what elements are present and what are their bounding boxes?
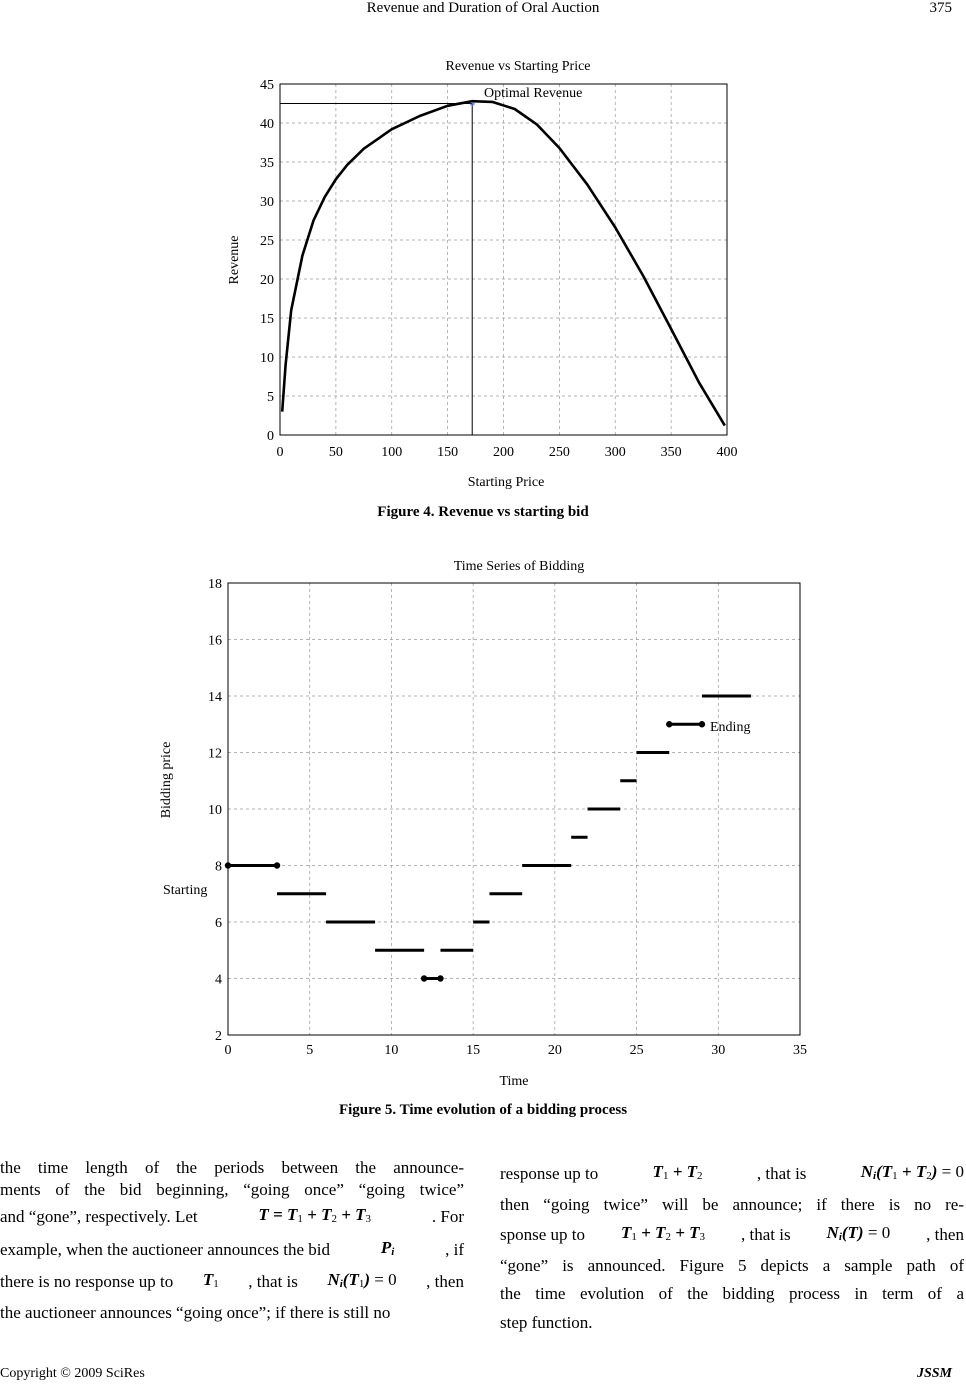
figure-5-caption: Figure 5. Time evolution of a bidding process — [338, 1102, 628, 1118]
y-tick-label: 2 — [215, 1029, 222, 1044]
formula-t1: T1 — [202, 1270, 219, 1290]
y-tick-label: 30 — [260, 195, 274, 210]
x-axis-label: Time — [499, 1074, 529, 1089]
y-tick-label: 10 — [208, 803, 222, 818]
y-tick-label: 25 — [260, 234, 274, 249]
x-tick-label: 50 — [328, 445, 343, 460]
step-marker — [421, 975, 427, 981]
x-tick-label: 0 — [276, 445, 284, 460]
formula-n-t1-t2: Ni(T1 + T2) = 0 — [860, 1162, 964, 1182]
left-line-3: and “gone”, respectively. Let T = T1 + T2 + T3 . For — [0, 1201, 464, 1234]
ending-label: Ending — [710, 720, 751, 735]
y-tick-label: 15 — [260, 312, 274, 327]
y-axis-label: Revenue — [227, 235, 242, 285]
grid — [228, 583, 800, 1035]
step-marker — [274, 862, 280, 868]
x-tick-label: 5 — [306, 1043, 314, 1058]
grid — [280, 84, 727, 435]
right-column — [500, 1158, 964, 1337]
footer-journal: JSSM — [916, 1366, 952, 1381]
figure-5-chart — [0, 548, 966, 1094]
page-number: 375 — [929, 0, 952, 16]
y-tick-label: 16 — [208, 633, 222, 649]
bidding-steps — [225, 696, 751, 982]
formula-t1-t2-t3: T1 + T2 + T3 — [620, 1223, 706, 1243]
step-marker — [437, 975, 443, 981]
optimum-marker: * — [469, 98, 476, 113]
right-line-3: sponse up to T1 + T2 + T3 , that is Ni(T) = 0 , then — [500, 1219, 964, 1252]
left-line-4: example, when the auctioneer announces the bid Pi , if — [0, 1234, 464, 1267]
axis-ticks — [260, 78, 738, 460]
left-column — [0, 1157, 464, 1327]
revenue-curve — [282, 98, 725, 425]
y-tick-label: 12 — [208, 746, 222, 762]
x-tick-label: 250 — [548, 445, 570, 460]
x-tick-label: 25 — [629, 1043, 644, 1058]
y-tick-label: 20 — [260, 273, 274, 288]
x-tick-label: 100 — [381, 445, 403, 460]
right-line-1: response up to T1 + T2 , that is Ni(T1 + T2) = 0 — [500, 1158, 964, 1191]
footer-copyright: Copyright © 2009 SciRes — [0, 1366, 145, 1381]
chart-title: Revenue vs Starting Price — [445, 59, 591, 74]
formula-t1-t2: T1 + T2 — [652, 1162, 703, 1182]
right-line-4: “gone” is announced. Figure 5 depicts a sample path of — [500, 1255, 964, 1275]
x-tick-label: 30 — [711, 1043, 726, 1058]
optimal-revenue-label: Optimal Revenue — [484, 86, 583, 101]
y-tick-label: 4 — [215, 972, 222, 988]
x-tick-label: 200 — [493, 445, 514, 460]
y-tick-label: 14 — [208, 690, 222, 705]
x-tick-label: 15 — [466, 1043, 481, 1058]
x-tick-label: 150 — [437, 445, 459, 460]
formula-total-time: T = T1 + T2 + T3 — [258, 1205, 372, 1225]
left-line-6: the auctioneer announces “going once”; if there is still no — [0, 1302, 391, 1322]
y-tick-label: 8 — [215, 859, 222, 875]
right-line-2: then “going twice” will be announce; if there is no re- — [500, 1194, 964, 1214]
x-tick-label: 350 — [660, 445, 682, 460]
y-tick-label: 18 — [208, 577, 222, 592]
left-line-1: the time length of the periods between the announce- — [0, 1158, 464, 1177]
x-tick-label: 20 — [547, 1043, 562, 1058]
x-tick-label: 400 — [716, 445, 738, 460]
y-tick-label: 0 — [267, 429, 274, 444]
x-tick-label: 35 — [793, 1043, 807, 1058]
step-marker — [699, 721, 705, 727]
running-title: Revenue and Duration of Oral Auction — [366, 0, 600, 16]
y-tick-label: 45 — [260, 78, 274, 93]
x-tick-label: 300 — [604, 445, 626, 460]
figure-4-chart — [0, 48, 966, 498]
starting-label: Starting — [163, 883, 208, 898]
y-axis-label: Bidding price — [159, 741, 174, 819]
y-tick-label: 6 — [215, 916, 222, 931]
left-line-2: ments of the bid beginning, “going once” “going twice” — [0, 1180, 464, 1199]
x-axis-label: Starting Price — [467, 475, 545, 490]
step-marker — [225, 862, 231, 868]
formula-n-t1: Ni(T1) = 0 — [327, 1270, 397, 1290]
left-line-5: there is no response up to T1 , that is Ni(T1) = 0 , then — [0, 1266, 464, 1299]
x-tick-label: 10 — [384, 1043, 399, 1058]
y-tick-label: 35 — [260, 156, 274, 171]
step-marker — [666, 721, 672, 727]
figure-4-caption: Figure 4. Revenue vs starting bid — [377, 504, 589, 520]
formula-n-t: Ni(T) = 0 — [826, 1223, 891, 1243]
chart-title: Time Series of Bidding — [453, 559, 585, 574]
right-line-6: step function. — [500, 1312, 593, 1332]
y-tick-label: 10 — [260, 351, 274, 366]
x-tick-label: 0 — [224, 1043, 232, 1058]
axis-ticks — [208, 577, 807, 1058]
formula-bid: Pi — [380, 1237, 395, 1258]
y-tick-label: 5 — [267, 390, 274, 405]
y-tick-label: 40 — [260, 117, 274, 132]
right-line-5: the time evolution of the bidding process in term of a — [500, 1284, 964, 1303]
